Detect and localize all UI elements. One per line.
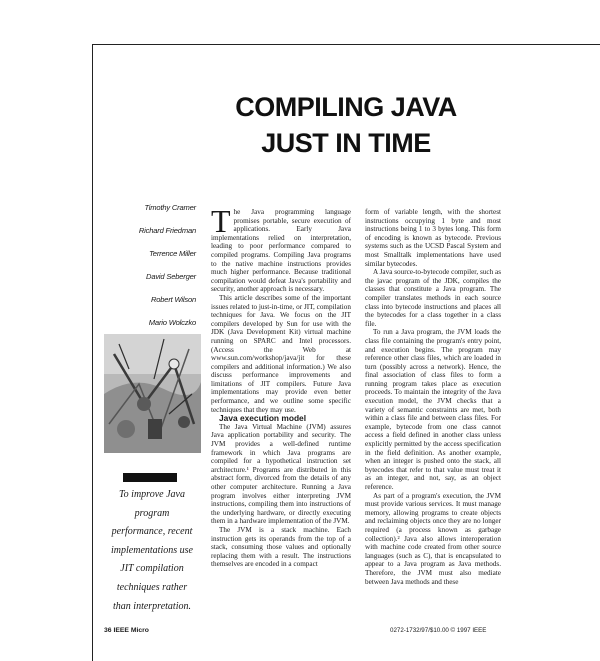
author-name: Mario Wolczko (148, 318, 196, 327)
paragraph: The JVM is a stack machine. Each instruction gets its operands from the top of a stack, consuming those values and optionally replacing them with a result. The instructions themselves are encoded in a compact (211, 525, 351, 569)
paragraph: This article describes some of the important issues related to just-in-time, or JIT, compilation techniques for Java. We focus on the JIT compilers developed by Sun for use with the JDK (Java Development Kit) virtual machine running on SPARC and Intel processors. (Access the Web at www.sun.com/workshop/java/jit for these compilers and additional information.) We also discuss performance improvements and limitations of JIT compilers. Future Java implementations may provide even better performance, and we outline some specific techniques that they may use. (211, 293, 351, 414)
drop-cap: T (211, 203, 231, 239)
illustration-figure (104, 334, 201, 453)
author-name: Richard Friedman (138, 226, 196, 235)
author-name: Timothy Cramer (144, 203, 196, 212)
body-column-2 (365, 208, 501, 586)
pull-quote-line: than interpretation. (113, 600, 191, 612)
pull-quote-line: program (134, 507, 170, 519)
paragraph: To run a Java program, the JVM loads the class file containing the program's entry point, and execution begins. The program may reference other class files, which are loaded in turn (possibly across a network). Hence, the final association of class files to form a running program takes place as execution proceeds. To maintain the integrity of the Java execution model, the JVM checks that a variety of semantic constraints are met, both within a class file and between class files. For example, bytecode from one class cannot access a field defined in another class unless explicitly permitted by the access specification in the field definition. As another example, when an integer is pushed onto the stack, all bytecodes that refer to that value must treat it as an integer, and not, say, as an object reference. (365, 328, 501, 491)
section-heading: Java execution model (219, 413, 307, 424)
pull-quote-line: performance, recent (111, 526, 193, 538)
pull-quote-line: implementations use (111, 544, 193, 556)
author-name: David Seberger (146, 272, 196, 281)
author-name: Robert Wilson (150, 295, 196, 304)
paragraph: A Java source-to-bytecode compiler, such as the javac program of the JDK, compiles the classes that constitute a Java program. The compiler translates methods in each source class into bytecode instructions and places all the bytecodes for a class together in a class file. (365, 268, 501, 328)
pull-quote-line: techniques rather (116, 581, 188, 593)
paragraph: As part of a program's execution, the JVM must provide various services. It must manage memory, allowing programs to create objects and reclaiming objects once they are no longer required (a process known as garbage collection).² Java also allows interoperation with machine code created from other source languages (such as C), that is encapsulated to appear to a Java program as Java methods. Therefore, the JVM must also mediate between Java methods and these (365, 491, 501, 586)
paragraph: he Java programming language promises portable, secure execution of applications. Early Java implementations relied on interpretation, leading to poor performance compared to compiled programs. Compiling Java programs to the native machine instructions provides much higher performance. Because traditional compilation would defeat Java's portability and security, another approach is necessary. (211, 208, 351, 294)
page-footer-folio: 36 IEEE Micro (104, 627, 149, 634)
page-footer-copyright: 0272-1732/97/$10.00 © 1997 IEEE (390, 627, 487, 634)
article-title-line1: COMPILING JAVA (235, 92, 457, 122)
pull-quote-line: To improve Java (119, 489, 185, 500)
pull-quote (106, 486, 198, 616)
article-title-line2: JUST IN TIME (261, 128, 431, 158)
paragraph: The Java Virtual Machine (JVM) assures Java application portability and security. The JVM provides a well-defined runtime framework in which Java programs are compiled for a hypothetical instruction set architecture.¹ Programs are distributed in this abstract form, divorced from the details of any other computer architecture. Running a Java program involves either interpreting JVM instructions, compiling them into instructions of the underlying hardware, or directly executing them in a hardware implementation of the JVM. (211, 422, 351, 526)
pull-quote-bar (123, 473, 177, 482)
author-name: Terrence Miller (149, 249, 196, 258)
pull-quote-line: JIT compilation (120, 563, 184, 575)
paragraph: form of variable length, with the shortest instructions occupying 1 byte and most instructions being 1 to 3 bytes long. This form of encoding is known as bytecode. Previous systems such as the UCSD Pascal System and most Smalltalk implementations have used similar bytecodes. (365, 208, 501, 268)
body-column-1 (211, 203, 351, 569)
